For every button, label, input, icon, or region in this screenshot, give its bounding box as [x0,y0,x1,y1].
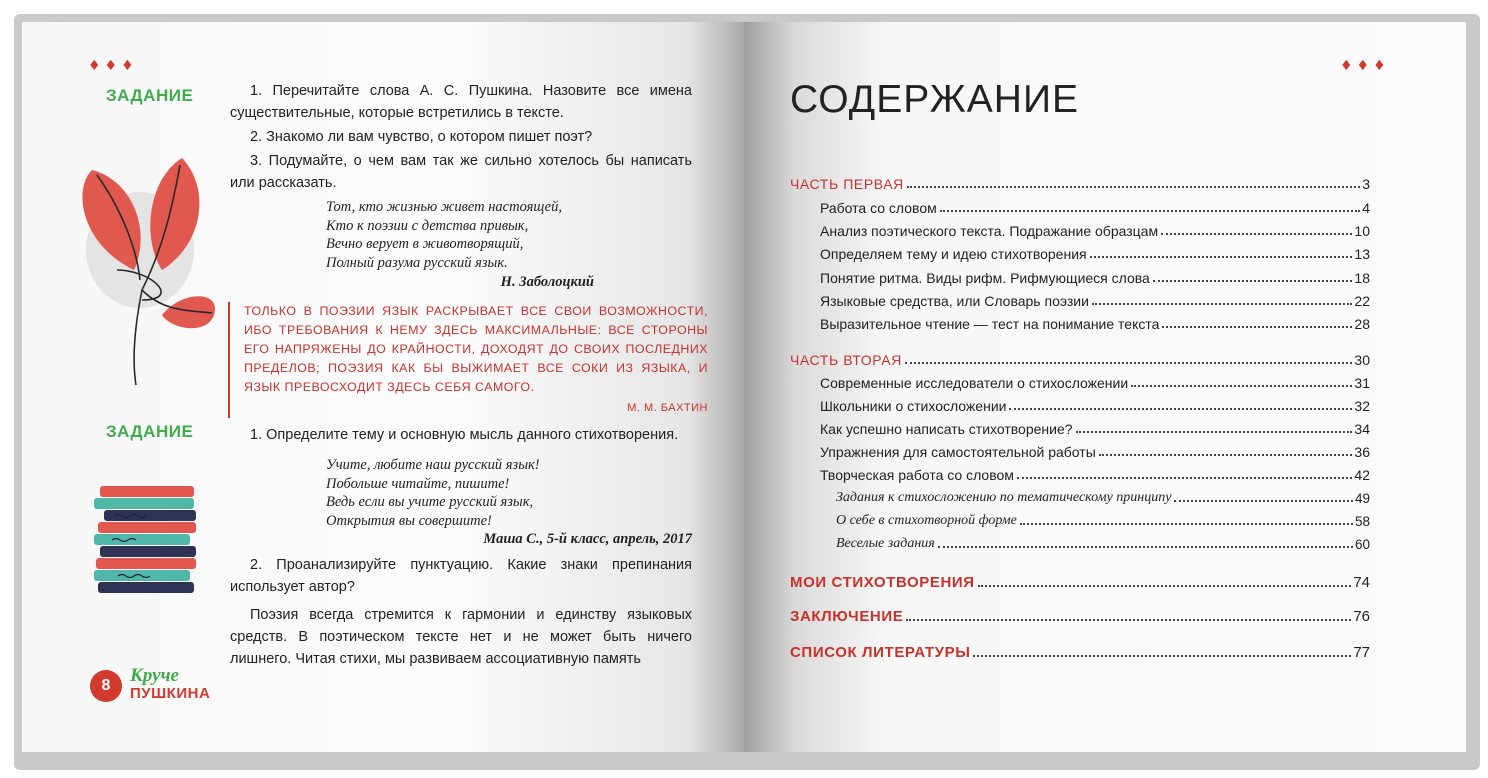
task2-item-2 [230,554,692,600]
logo-line-1: Круче [130,665,179,686]
toc-entry [820,293,1370,309]
body-paragraph [230,604,692,672]
toc-label: Определяем тему и идею стихотворения [820,246,1087,262]
book-spine [94,498,194,509]
toc-entry [820,375,1370,391]
task2-item-1 [230,424,692,448]
book-spine [104,510,196,521]
task-label-1: ЗАДАНИЕ [106,86,194,105]
poem-1 [326,198,562,272]
toc-label: Понятие ритма. Виды рифм. Рифмующиеся слова [820,270,1150,286]
toc-page: 77 [1353,644,1370,661]
leaf-illustration [62,150,222,390]
toc-page: 18 [1354,270,1370,286]
toc-entry-sub [836,536,1370,552]
toc-entry [820,316,1370,332]
toc-entry-big [790,574,1370,591]
toc-page: 10 [1354,223,1370,239]
poem-line: Тот, кто жизнью живет настоящей, [326,199,562,215]
toc-page: 60 [1354,537,1370,552]
toc-entry-sub [836,490,1370,506]
toc-label: Творческая работа со словом [820,467,1014,483]
toc-label: ЧАСТЬ ПЕРВАЯ [790,176,904,192]
toc-page: 74 [1353,574,1370,591]
toc-page: 28 [1354,316,1370,332]
toc-page: 32 [1354,398,1370,414]
paragraph-text: Поэзия всегда стремится к гармонии и единству языковых средств. В поэтическом тексте нет и не может быть ничего лишнего. Читая стихи, мы развиваем ассоциативную память [230,607,692,667]
toc-label: ЧАСТЬ ВТОРАЯ [790,352,902,368]
task1-item: 3. Подумайте, о чем вам так же сильно хотелось бы написать или рассказать. [230,153,692,191]
toc-entry [820,270,1370,286]
toc-label: Упражнения для самостоятельной работы [820,444,1096,460]
decor-diamonds: ♦♦♦ [1340,58,1390,74]
toc-label: Анализ поэтического текста. Подражание образцам [820,223,1159,239]
bakhtin-quote [228,302,708,418]
toc-label: О себе в стихотворной форме [836,513,1017,528]
book-spine [98,582,194,593]
toc-entry-part [790,352,1370,368]
toc-page: 76 [1353,608,1370,625]
toc-entry [820,246,1370,262]
decor-diamonds: ♦♦♦ [88,58,138,74]
toc-entry-part [790,176,1370,192]
toc-page: 3 [1362,176,1370,192]
task1-text [230,80,692,196]
logo-line-2: ПУШКИНА [130,685,211,702]
toc-entry-big [790,644,1370,661]
poem-line: Ведь если вы учите русский язык, [326,494,534,510]
toc-page: 34 [1354,421,1370,437]
toc-entry [820,200,1370,216]
toc-entry-sub [836,513,1370,529]
toc-label: Работа со словом [820,200,937,216]
task1-item: 1. Перечитайте слова А. С. Пушкина. Назовите все имена существительные, которые встретились в тексте. [230,83,692,121]
poem-line: Открытия вы совершите! [326,512,492,529]
book-spine [94,534,190,545]
poem-2 [326,456,540,530]
poem-line: Побольше читайте, пишите! [326,475,510,492]
toc-label: Выразительное чтение — тест на понимание текста [820,316,1160,332]
toc-label: СПИСОК ЛИТЕРАТУРЫ [790,644,971,661]
toc-label: Веселые задания [836,536,935,551]
task2-item: 2. Проанализируйте пунктуацию. Какие знаки препинания использует автор? [230,557,692,595]
toc-page: 58 [1354,514,1370,529]
toc-label: МОИ СТИХОТВОРЕНИЯ [790,574,975,591]
toc-page: 31 [1354,375,1370,391]
toc-page: 42 [1354,467,1370,483]
quote-author: М. М. БАХТИН [627,402,708,414]
poem-line: Кто к поэзии с детства привык, [326,217,529,234]
book-spine [98,522,196,533]
toc-entry [820,467,1370,483]
toc-page: 49 [1354,491,1370,506]
task-label-2: ЗАДАНИЕ [106,422,194,441]
toc-entry [820,421,1370,437]
page-number: 8 [90,670,122,702]
toc-label: Современные исследователи о стихосложении [820,375,1129,391]
book-spine [100,486,194,497]
poem-line: Учите, любите наш русский язык! [326,457,540,473]
toc-label: Языковые средства, или Словарь поэзии [820,293,1089,309]
toc-page: 36 [1354,444,1370,460]
toc-title: СОДЕРЖАНИЕ [790,78,1080,121]
toc-label: Как успешно написать стихотворение? [820,421,1073,437]
right-page [744,22,1466,752]
toc-page: 13 [1354,246,1370,262]
left-page [22,22,744,752]
poem-line: Полный разума русский язык. [326,254,508,271]
toc-entry [820,223,1370,239]
books-illustration [94,484,204,608]
task1-item: 2. Знакомо ли вам чувство, о котором пишет поэт? [250,129,593,145]
poem-2-author: Маша С., 5-й класс, апрель, 2017 [483,531,692,547]
poem-line: Вечно верует в животворящий, [326,236,524,252]
toc-entry-big [790,608,1370,625]
toc-page: 22 [1354,293,1370,309]
quote-text: ТОЛЬКО В ПОЭЗИИ ЯЗЫК РАСКРЫВАЕТ ВСЕ СВОИ ВОЗМОЖНОСТИ, ИБО ТРЕБОВАНИЯ К НЕМУ ЗДЕСЬ МАКСИМАЛЬНЫЕ: ВСЕ СТОРОНЫ ЕГО НАПРЯЖЕНЫ ДО КРАЙНОСТИ, ДОХОДЯТ ДО СВОИХ ПОСЛЕДНИХ ПРЕДЕЛОВ; ПОЭЗИЯ КАК БЫ ВЫЖИМАЕТ ВСЕ СОКИ ИЗ ЯЗЫКА, И ЯЗЫК ПРЕВОСХОДИТ ЗДЕСЬ СЕБЯ САМОГО. [244,304,708,394]
toc-page: 4 [1362,200,1370,216]
toc-page: 30 [1354,352,1370,368]
book-spine [96,558,196,569]
series-logo [130,666,210,701]
toc-entry [820,398,1370,414]
book-spine [100,546,196,557]
toc-label: Задания к стихосложению по тематическому принципу [836,490,1172,505]
poem-1-author: Н. Заболоцкий [500,274,594,290]
toc-entry [820,444,1370,460]
toc-label: Школьники о стихосложении [820,398,1007,414]
toc-label: ЗАКЛЮЧЕНИЕ [790,608,904,625]
task2-item: 1. Определите тему и основную мысль данного стихотворения. [250,427,679,443]
